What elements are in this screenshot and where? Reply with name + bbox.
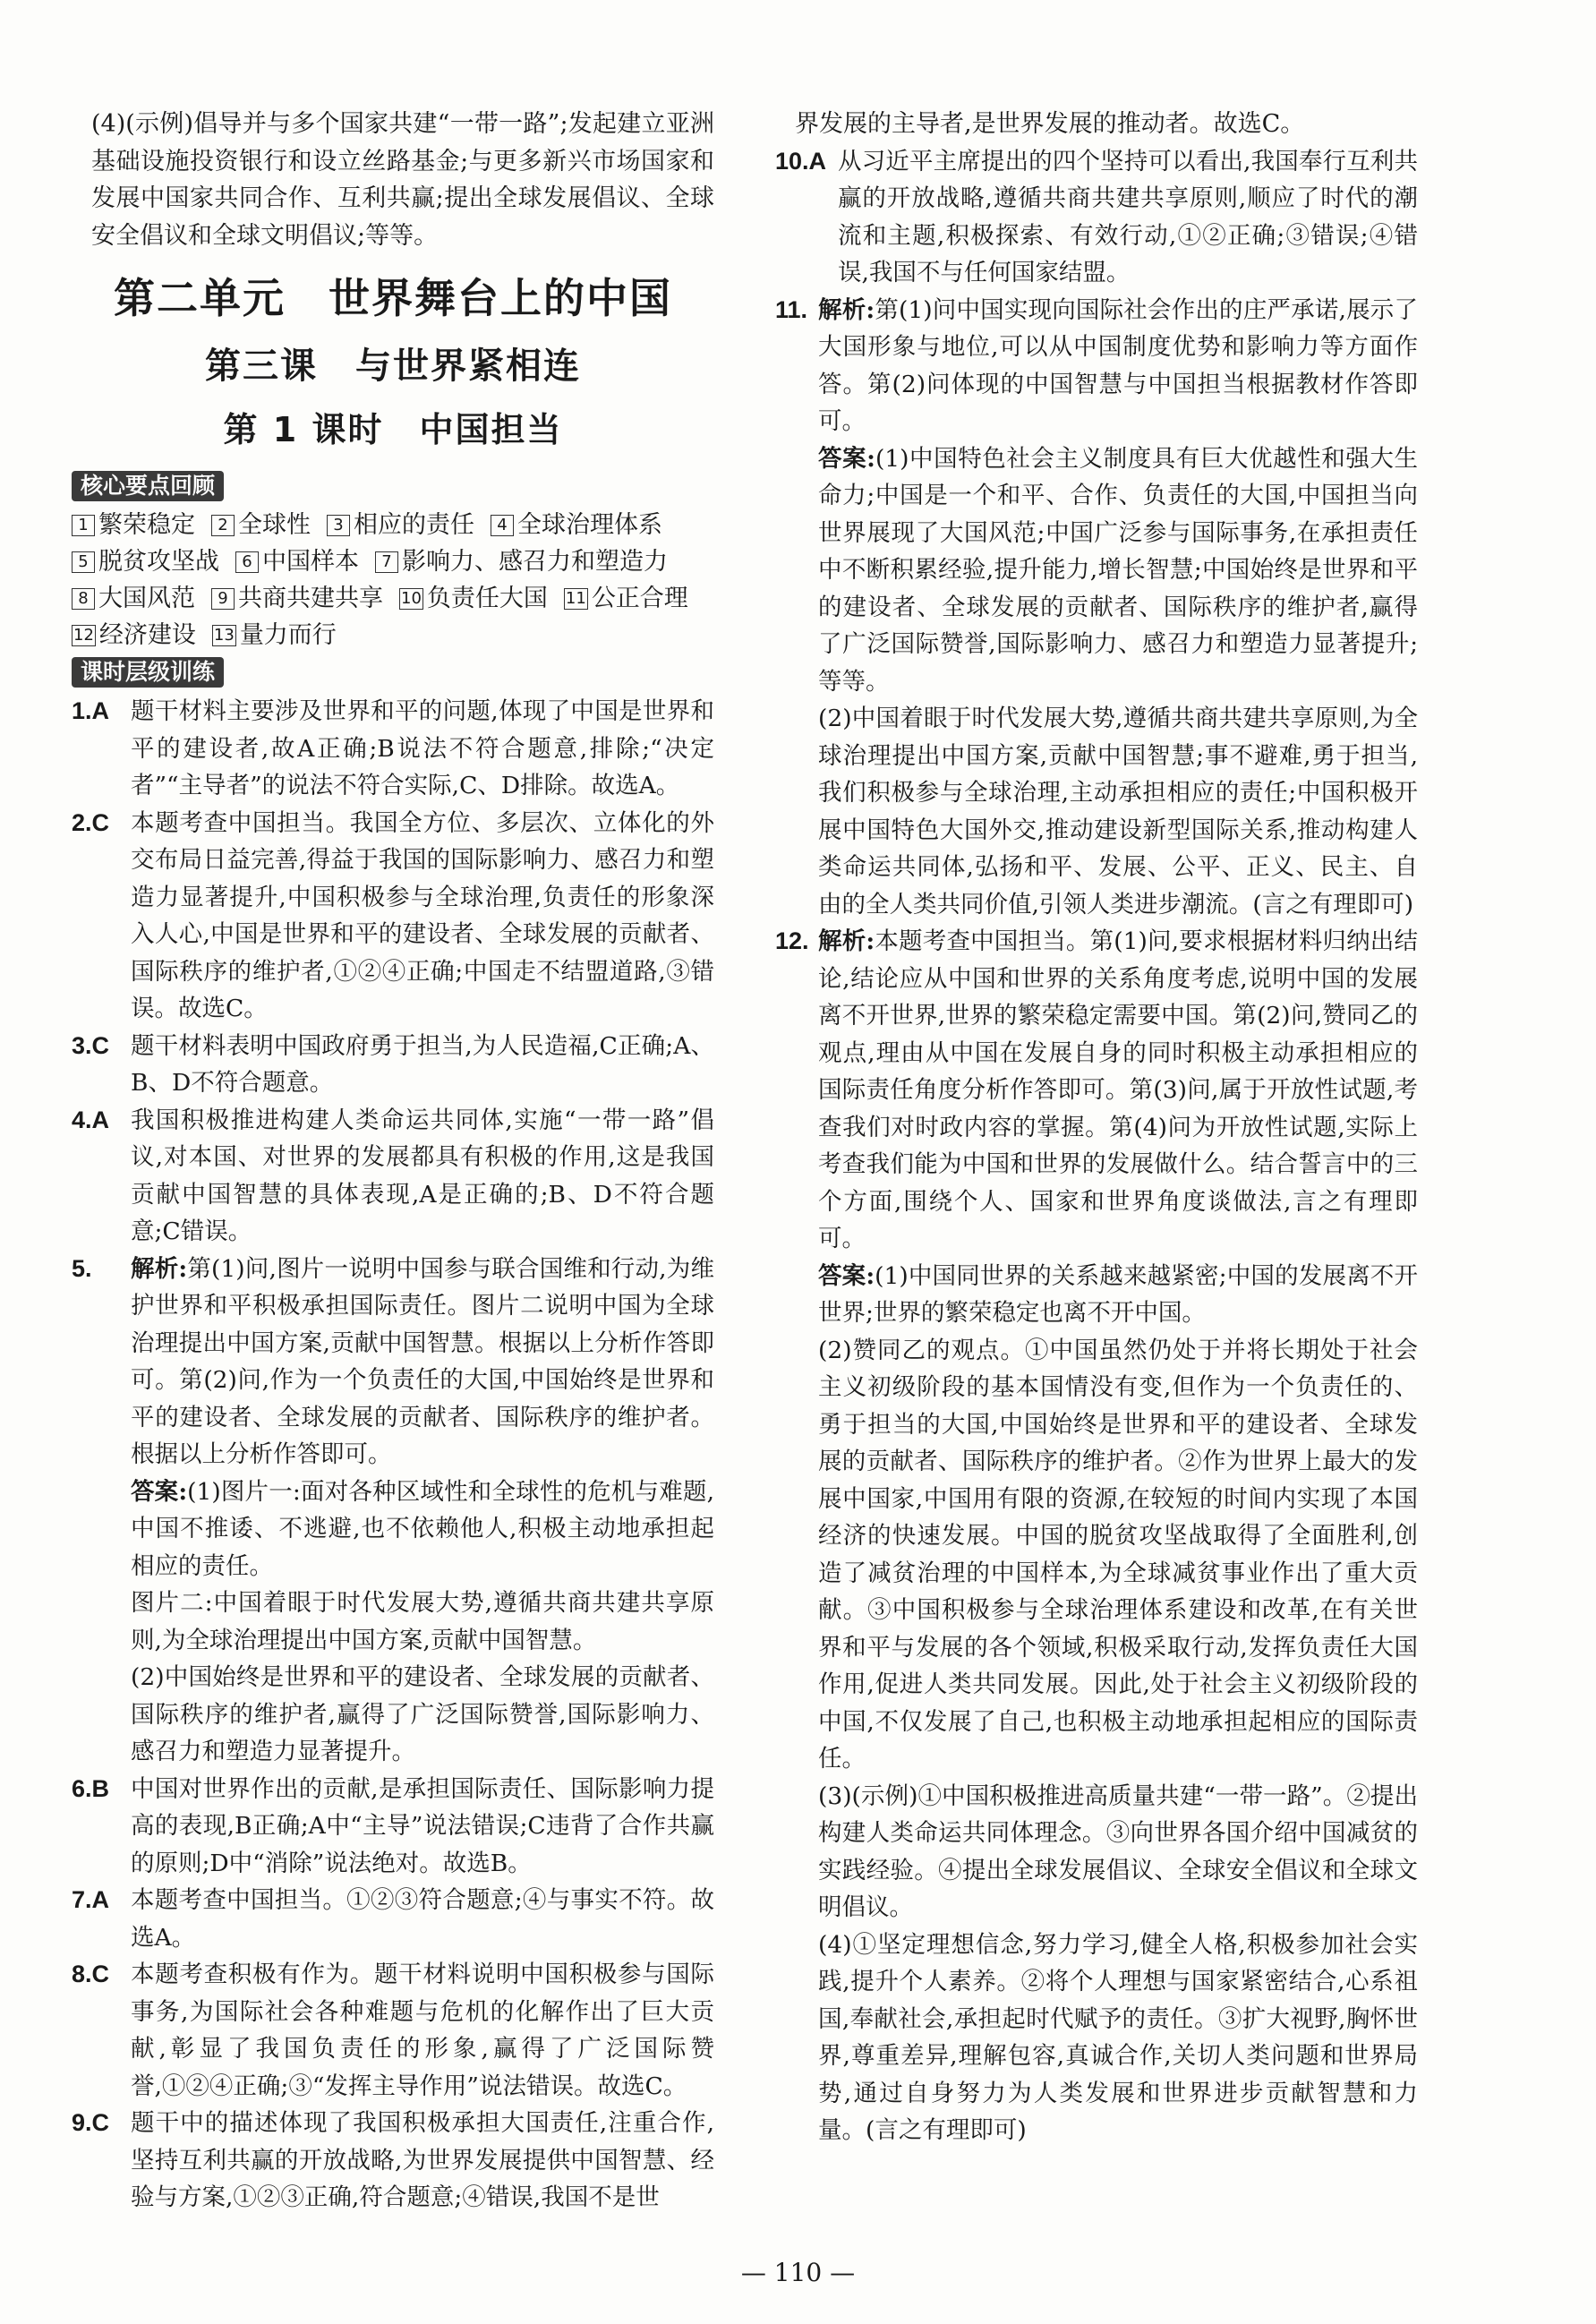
analysis-body: 本题考查中国担当。第(1)问,要求根据材料归纳出结论,结论应从中国和世界的关系角度考虑,说明中国的发展离不开世界,世界的繁荣稳定需要中国。第(2)问,赞同乙的观点,理由从中国在发展自身的同时积极主动承担相应的国际责任角度分析作答即可。第(3)问,属于开放性试题,考查我们对时政内容的掌握。第(4)问为开放性试题,实际上考查我们能为中国和世界的发展做什么。结合誓言中的三个方面,围绕个人、国家和世界角度谈做法,言之有理即可。 xyxy=(818,927,1418,1252)
key-point-number: 13 xyxy=(213,626,235,645)
answer-body: (1)图片一:面对各种区域性和全球性的危机与难题,中国不推诿、不逃避,也不依赖他人,积极主动地承担起相应的责任。 xyxy=(131,1477,714,1580)
question-text: 本题考查积极有作为。题干材料说明中国积极参与国际事务,为国际社会各种难题与危机的化解作出了巨大贡献,彰显了我国负责任的形象,赢得了广泛国际赞誉,①②④正确;③“发挥主导作用”说法错误。故选C。 xyxy=(131,1961,714,2100)
key-point-text: 经济建设 xyxy=(98,621,196,649)
question-item xyxy=(72,1102,714,1251)
section-tag-training: 课时层级训练 xyxy=(72,657,224,688)
analysis-text xyxy=(818,292,1418,440)
answer-text: (3)(示例)①中国积极推进高质量共建“一带一路”。②提出构建人类命运共同体理念。③向世界各国介绍中国减贫的实践经验。④提出全球发展倡议、全球安全倡议和全球文明倡议。 xyxy=(818,1781,1418,1921)
question-number: 8.C xyxy=(72,1961,110,1987)
question-item xyxy=(72,1771,714,1883)
question-number: 5. xyxy=(72,1254,92,1282)
analysis-label: 解析: xyxy=(131,1254,188,1283)
unit-title: 第二单元 世界舞台上的中国 xyxy=(114,274,672,322)
question-number: 11. xyxy=(775,295,808,323)
answer-text: (4)①坚定理想信念,努力学习,健全人格,积极参加社会实践,提升个人素养。②将个人理想与国家紧密结合,心系祖国,奉献社会,承担起时代赋予的责任。③扩大视野,胸怀世界,尊重差异,理解包容,真诚合作,关切人类问题和世界局势,通过自身努力为人类发展和世界进步贡献智慧和力量。(言之有理即可) xyxy=(818,1930,1418,2144)
answer-text xyxy=(818,440,1418,701)
key-point-number: 7 xyxy=(375,551,398,573)
key-point-text: 中国样本 xyxy=(262,548,359,576)
question-number: 10.A xyxy=(775,147,827,175)
analysis-text xyxy=(818,923,1418,1258)
key-point xyxy=(564,580,688,617)
question-number: 2.C xyxy=(72,808,110,836)
question-item xyxy=(775,923,1418,2149)
question-number: 9.C xyxy=(72,2109,110,2136)
intro-answer: (4)(示例)倡导并与多个国家共建“一带一路”;发起建立亚洲基础设施投资银行和设立丝路基金;与更多新兴市场国家和发展中国家共同合作、互利共赢;提出全球发展倡议、全球安全倡议和全球文明倡议;等等。 xyxy=(91,110,714,250)
key-points xyxy=(72,507,714,654)
key-point xyxy=(72,507,195,543)
question-text-continued: 界发展的主导者,是世界发展的推动者。故选C。 xyxy=(795,110,1305,138)
key-point-number: 2 xyxy=(211,515,235,536)
left-column xyxy=(72,106,714,2217)
question-item xyxy=(775,143,1418,292)
key-point-number: 12 xyxy=(73,626,94,645)
question-text: 本题考查中国担当。我国全方位、多层次、立体化的外交布局日益完善,得益于我国的国际影响力、感召力和塑造力显著提升,中国积极参与全球治理,负责任的形象深入人心,中国是世界和平的建设者、全球发展的贡献者、国际秩序的维护者,①②④正确;中国走不结盟道路,③错误。故选C。 xyxy=(131,808,714,1022)
key-point-text: 量力而行 xyxy=(239,621,337,649)
question-text: 题干材料主要涉及世界和平的问题,体现了中国是世界和平的建设者,故A正确;B说法不符合题意,排除;“决定者”“主导者”的说法不符合实际,C、D排除。故选A。 xyxy=(131,697,714,799)
right-column xyxy=(775,106,1418,2149)
key-point xyxy=(72,580,195,617)
key-point xyxy=(399,580,548,617)
question-item xyxy=(72,1882,714,1956)
key-point xyxy=(212,617,337,654)
key-point-text: 脱贫攻坚战 xyxy=(98,548,219,576)
answer-text xyxy=(818,1258,1418,1332)
key-point-number: 4 xyxy=(491,515,514,536)
question-item xyxy=(72,2105,714,2217)
question-item xyxy=(72,1028,714,1102)
analysis-body: 第(1)问中国实现向国际社会作出的庄严承诺,展示了大国形象与地位,可以从中国制度优势和影响力等方面作答。第(2)问体现的中国智慧与中国担当根据教材作答即可。 xyxy=(818,295,1418,435)
key-point-number: 5 xyxy=(72,551,95,573)
key-point-text: 繁荣稳定 xyxy=(98,511,195,539)
key-point xyxy=(72,617,196,654)
question-text: 题干中的描述体现了我国积极承担大国责任,注重合作,坚持互利共赢的开放战略,为世界发展提供中国智慧、经验与方案,①②③正确,符合题意;④错误,我国不是世 xyxy=(131,2109,714,2211)
question-number: 1.A xyxy=(72,697,110,724)
key-point-text: 相应的责任 xyxy=(354,511,474,539)
question-item xyxy=(72,1251,714,1771)
key-point xyxy=(491,507,662,543)
key-point xyxy=(211,507,311,543)
answer-text: 图片二:中国着眼于时代发展大势,遵循共商共建共享原则,为全球治理提出中国方案,贡献中国智慧。 xyxy=(131,1589,714,1654)
answer-body: (1)中国同世界的关系越来越紧密;中国的发展离不开世界;世界的繁荣稳定也离不开中国。 xyxy=(818,1261,1418,1327)
question-number: 4.A xyxy=(72,1106,110,1133)
key-point xyxy=(235,543,359,580)
key-point-number: 10 xyxy=(401,589,422,608)
question-number: 12. xyxy=(775,927,809,954)
question-item xyxy=(72,1956,714,2105)
key-point-number: 11 xyxy=(565,589,586,608)
answer-label: 答案: xyxy=(818,1261,875,1290)
page-number: — 110 — xyxy=(740,2258,856,2287)
key-point-number: 8 xyxy=(72,588,95,610)
answer-body: (1)中国特色社会主义制度具有巨大优越性和强大生命力;中国是一个和平、合作、负责任的大国,中国担当向世界展现了大国风范;中国广泛参与国际事务,在承担责任中不断积累经验,提升能力,增长智慧;中国始终是世界和平的建设者、全球发展的贡献者、国际秩序的维护者,赢得了广泛国际赞誉,国际影响力、感召力和塑造力显著提升;等等。 xyxy=(818,444,1418,696)
answer-text: (2)赞同乙的观点。①中国虽然仍处于并将长期处于社会主义初级阶段的基本国情没有变,但作为一个负责任的、勇于担当的大国,中国始终是世界和平的建设者、全球发展的贡献者、国际秩序的维护者。②作为世界上最大的发展中国家,中国用有限的资源,在较短的时间内实现了本国经济的快速发展。中国的脱贫攻坚战取得了全面胜利,创造了减贫治理的中国样本,为全球减贫事业作出了重大贡献。③中国积极参与全球治理体系建设和改革,在有关世界和平与发展的各个领域,积极采取行动,发挥负责任大国作用,促进人类共同发展。因此,处于社会主义初级阶段的中国,不仅发展了自己,也积极主动地承担起相应的国际责任。 xyxy=(818,1336,1418,1773)
question-item xyxy=(72,805,714,1028)
key-point xyxy=(72,543,219,580)
answer-text: (2)中国始终是世界和平的建设者、全球发展的贡献者、国际秩序的维护者,赢得了广泛国际赞誉,国际影响力、感召力和塑造力显著提升。 xyxy=(131,1663,714,1765)
question-number: 7.A xyxy=(72,1886,110,1913)
key-point-text: 共商共建共享 xyxy=(238,585,383,612)
key-point-number: 1 xyxy=(72,515,95,536)
analysis-label: 解析: xyxy=(818,295,875,324)
key-point-text: 大国风范 xyxy=(98,585,195,612)
key-point-number: 6 xyxy=(235,551,259,573)
period-title: 第 1 课时 中国担当 xyxy=(223,410,563,449)
analysis-body: 第(1)问,图片一说明中国参与联合国维和行动,为维护世界和平积极承担国际责任。图片二说明中国为全球治理提出中国方案,贡献中国智慧。根据以上分析作答即可。第(2)问,作为一个负责任的大国,中国始终是世界和平的建设者、全球发展的贡献者、国际秩序的维护者。根据以上分析作答即可。 xyxy=(131,1254,714,1468)
answer-label: 答案: xyxy=(818,444,875,473)
answer-text: (2)中国着眼于时代发展大势,遵循共商共建共享原则,为全球治理提出中国方案,贡献中国智慧;事不避难,勇于担当,我们积极参与全球治理,主动承担相应的责任;中国积极开展中国特色大国外交,推动建设新型国际关系,推动构建人类命运共同体,弘扬和平、发展、公平、正义、民主、自由的全人类共同价值,引领人类进步潮流。(言之有理即可) xyxy=(818,705,1418,918)
question-text: 中国对世界作出的贡献,是承担国际责任、国际影响力提高的表现,B正确;A中“主导”说法错误;C违背了合作共赢的原则;D中“消除”说法绝对。故选B。 xyxy=(131,1774,714,1877)
question-item xyxy=(775,292,1418,924)
key-point-number: 3 xyxy=(327,515,350,536)
key-point-text: 负责任大国 xyxy=(426,585,548,612)
question-text: 我国积极推进构建人类命运共同体,实施“一带一路”倡议,对本国、对世界的发展都具有积极的作用,这是我国贡献中国智慧的具体表现,A是正确的;B、D不符合题意;C错误。 xyxy=(131,1106,714,1245)
section-tag-review: 核心要点回顾 xyxy=(72,471,224,501)
analysis-label: 解析: xyxy=(818,927,875,955)
answer-label: 答案: xyxy=(131,1477,188,1506)
question-number: 3.C xyxy=(72,1031,110,1059)
question-text: 从习近平主席提出的四个坚持可以看出,我国奉行互利共赢的开放战略,遵循共商共建共享原则,顺应了时代的潮流和主题,积极探索、有效行动,①②正确;③错误;④错误,我国不与任何国家结盟。 xyxy=(838,147,1418,286)
key-point xyxy=(327,507,474,543)
key-point-text: 全球治理体系 xyxy=(517,511,662,539)
key-point-text: 全球性 xyxy=(238,511,311,539)
answer-text xyxy=(131,1474,714,1585)
key-point xyxy=(211,580,383,617)
question-number: 6.B xyxy=(72,1774,110,1802)
analysis-text xyxy=(131,1251,714,1474)
question-text: 题干材料表明中国政府勇于担当,为人民造福,C正确;A、B、D不符合题意。 xyxy=(131,1031,714,1097)
key-point xyxy=(375,543,668,580)
key-point-text: 影响力、感召力和塑造力 xyxy=(402,548,668,576)
question-text: 本题考查中国担当。①②③符合题意;④与事实不符。故选A。 xyxy=(131,1886,714,1952)
question-item xyxy=(72,693,714,805)
lesson-title: 第三课 与世界紧相连 xyxy=(205,346,581,387)
key-point-text: 公正合理 xyxy=(591,585,688,612)
key-point-number: 9 xyxy=(211,588,235,610)
